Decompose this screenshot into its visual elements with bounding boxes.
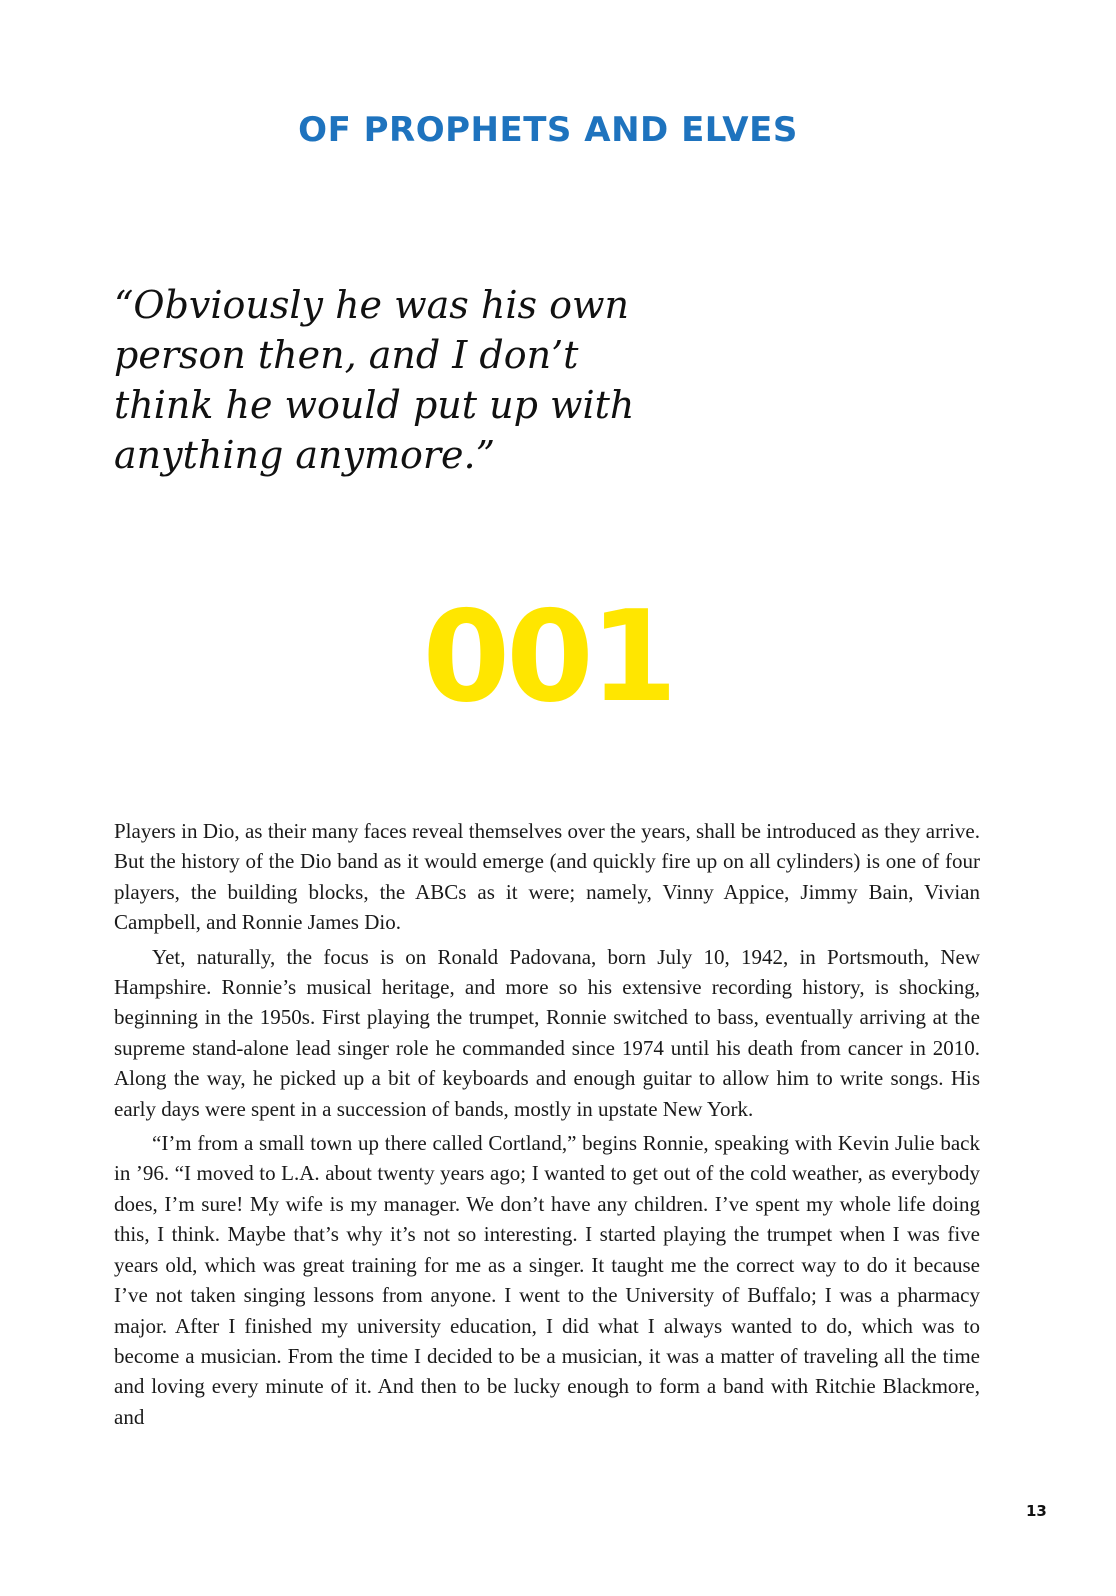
pull-quote: “Obviously he was his own person then, and I don’t think he would put up with anything anymore.” [114, 283, 635, 477]
page-number: 13 [1026, 1502, 1047, 1520]
body-paragraph-3: “I’m from a small town up there called Cortland,” begins Ronnie, speaking with Kevin Julie back in ’96. “I moved to L.A. about twenty years ago; I wanted to get out of the cold weather, as everybody does, I’m sure! My wife is my manager. We don’t have any children. I’ve spent my whole life doing this, I think. Maybe that’s why it’s not so interesting. I started playing the trumpet when I was five years old, which was great training for me as a singer. It taught me the correct way to do it because I’ve not taken singing lessons from anyone. I went to the University of Buffalo; I was a pharmacy major. After I finished my university education, I did what I always wanted to do, which was to become a musician. From the time I decided to be a musician, it was a matter of traveling all the time and loving every minute of it. And then to be lucky enough to form a band with Ritchie Blackmore, and [114, 1131, 980, 1429]
body-paragraph-2: Yet, naturally, the focus is on Ronald Padovana, born July 10, 1942, in Portsmouth, New Hampshire. Ronnie’s musical heritage, and more so his extensive recording history, is shocking, beginning in the 1950s. First playing the trumpet, Ronnie switched to bass, eventually arriving at the supreme stand-alone lead singer role he commanded since 1974 until his death from cancer in 2010. Along the way, he picked up a bit of keyboards and enough guitar to allow him to write songs. His early days were spent in a succession of bands, mostly in upstate New York. [114, 944, 980, 1121]
chapter-title: OF PROPHETS AND ELVES [298, 110, 798, 150]
body-paragraph-1: Players in Dio, as their many faces reveal themselves over the years, shall be introduced as they arrive. But the history of the Dio band as it would emerge (and quickly fire up on all cylinders) is one of four players, the building blocks, the ABCs as it were; namely, Vinny Appice, Jimmy Bain, Vivian Campbell, and Ronnie James Dio. [114, 819, 980, 935]
chapter-number: 001 [422, 583, 674, 730]
body-text [114, 816, 980, 1436]
